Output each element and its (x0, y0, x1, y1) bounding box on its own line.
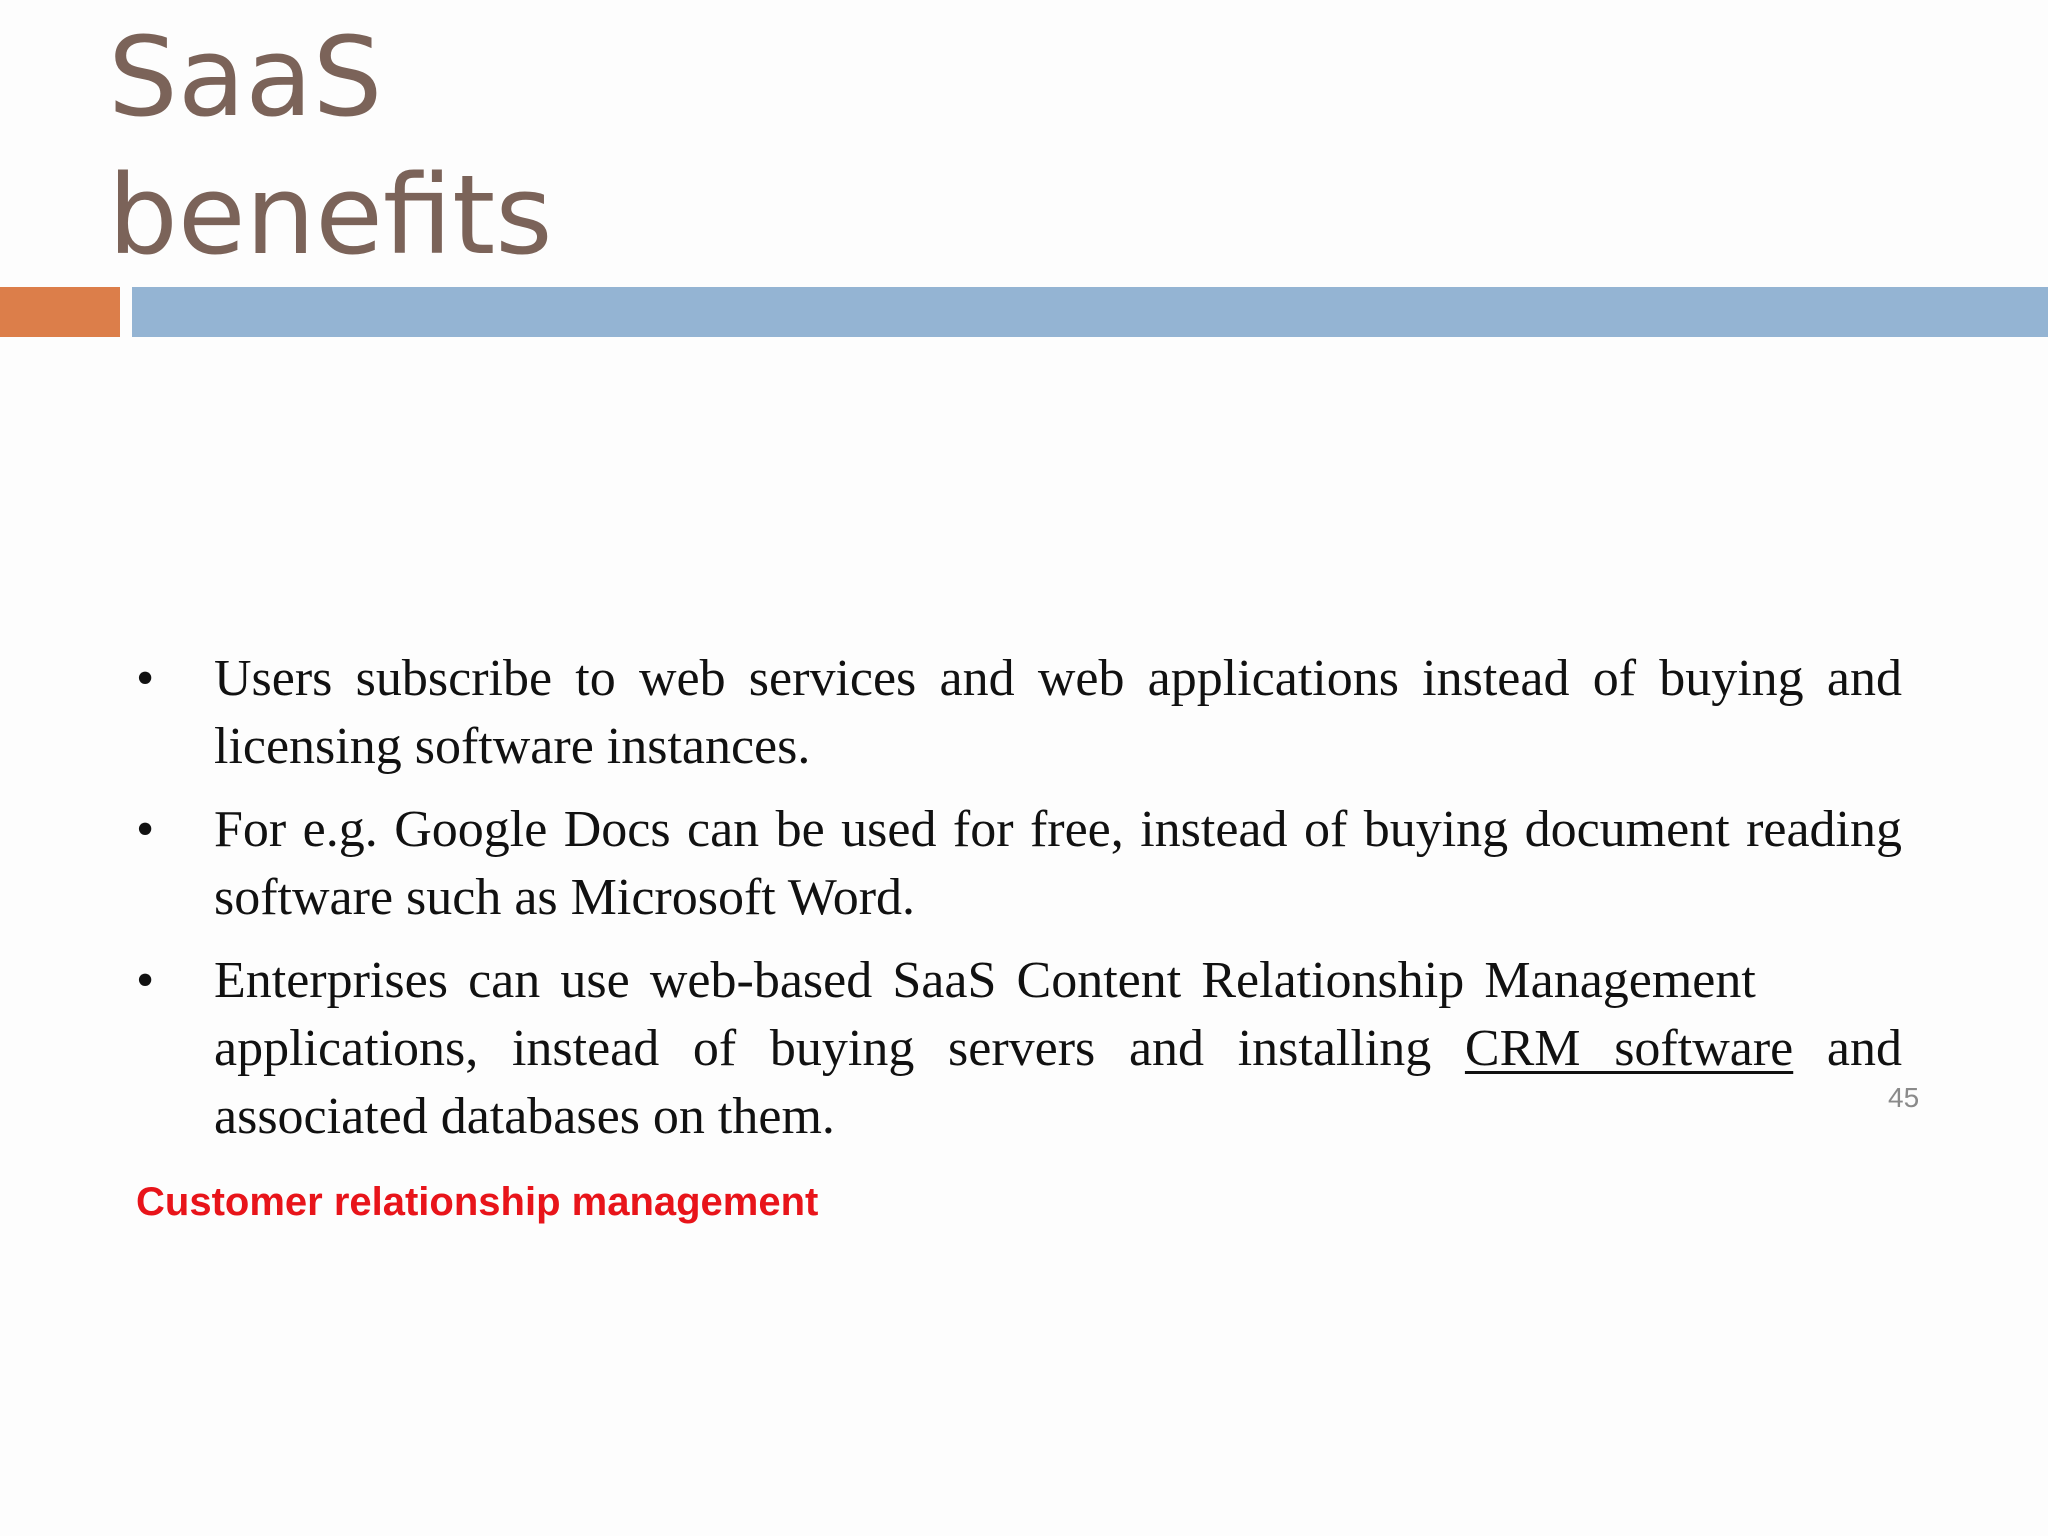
page-number: 45 (1888, 1082, 1920, 1113)
bullet-text: Users subscribe to web services and web applications instead of buying and licensing software instances. (214, 650, 1902, 775)
crm-software-link[interactable]: CRM software (1464, 1020, 1794, 1077)
accent-bar-blue (132, 287, 2048, 337)
bullet-text: For e.g. Google Docs can be used for free, instead of buying document reading software such as Microsoft Word. (214, 801, 1902, 926)
slide-title (108, 8, 553, 284)
slide-title-line-2: benefits (108, 151, 553, 279)
bullet-dot-icon: • (136, 801, 155, 858)
bullet-text-part-2: applications, instead of buying servers and installing (214, 1020, 1465, 1077)
bullet-list (134, 645, 1902, 1166)
footnote: Customer relationship management (136, 1180, 819, 1224)
bullet-text-part-1: Enterprises can use web-based SaaS Content Relationship Management (214, 952, 1756, 1009)
bullet-text-part-3: and associated databases on them. (214, 1020, 1902, 1145)
slide-title-line-1: SaaS (108, 13, 383, 141)
bullet-item (134, 645, 1902, 781)
bullet-dot-icon: • (136, 650, 155, 707)
bullet-item (134, 947, 1902, 1151)
accent-bar-orange (0, 287, 120, 337)
bullet-dot-icon: • (136, 952, 155, 1009)
bullet-item (134, 796, 1902, 932)
